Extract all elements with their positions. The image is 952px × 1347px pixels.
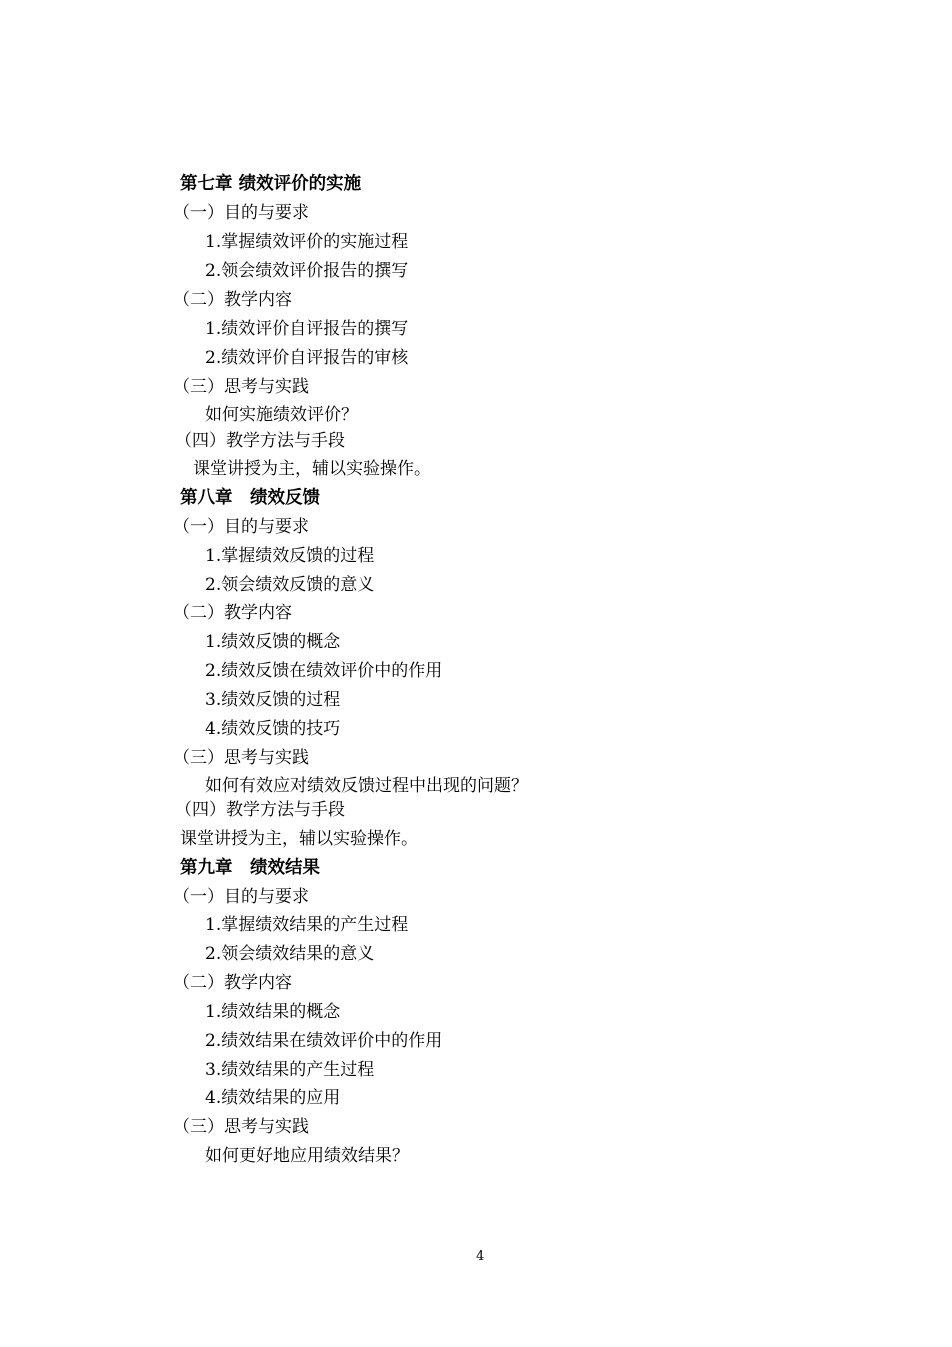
chapter9-practice-heading: （三）思考与实践 xyxy=(173,1117,309,1137)
chapter8-practice-text: 如何有效应对绩效反馈过程中出现的问题？ xyxy=(205,776,528,796)
chapter9-content-heading: （二）教学内容 xyxy=(173,973,292,993)
chapter9-content-2: 2.绩效结果在绩效评价中的作用 xyxy=(205,1031,443,1051)
chapter9-goals-heading: （一）目的与要求 xyxy=(173,887,309,907)
chapter9-title: 第九章 绩效结果 xyxy=(180,858,320,878)
chapter9-content-3: 3.绩效结果的产生过程 xyxy=(205,1060,375,1080)
chapter9-content-1: 1.绩效结果的概念 xyxy=(205,1002,341,1022)
chapter7-content-2: 2.绩效评价自评报告的审核 xyxy=(205,348,409,368)
chapter8-practice-heading: （三）思考与实践 xyxy=(173,748,309,768)
chapter8-content-1: 1.绩效反馈的概念 xyxy=(205,632,341,652)
chapter8-content-heading: （二）教学内容 xyxy=(173,603,292,623)
chapter7-goals-heading: （一）目的与要求 xyxy=(173,203,309,223)
chapter8-title: 第八章 绩效反馈 xyxy=(180,488,320,508)
chapter9-goal-1: 1.掌握绩效结果的产生过程 xyxy=(205,915,409,935)
chapter9-practice-text: 如何更好地应用绩效结果？ xyxy=(205,1146,409,1166)
chapter7-practice-text: 如何实施绩效评价？ xyxy=(205,405,358,425)
chapter7-content-1: 1.绩效评价自评报告的撰写 xyxy=(205,319,409,339)
chapter9-goal-2: 2.领会绩效结果的意义 xyxy=(205,944,375,964)
chapter7-practice-heading: （三）思考与实践 xyxy=(173,377,309,397)
chapter7-goal-2: 2.领会绩效评价报告的撰写 xyxy=(205,261,409,281)
chapter7-method-text: 课堂讲授为主，辅以实验操作。 xyxy=(193,459,431,479)
chapter9-content-4: 4.绩效结果的应用 xyxy=(205,1088,341,1108)
chapter8-content-3: 3.绩效反馈的过程 xyxy=(205,690,341,710)
chapter8-goal-2: 2.领会绩效反馈的意义 xyxy=(205,575,375,595)
chapter8-content-2: 2.绩效反馈在绩效评价中的作用 xyxy=(205,661,443,681)
page-number: 4 xyxy=(476,1249,485,1264)
chapter7-title: 第七章 绩效评价的实施 xyxy=(180,174,362,194)
chapter8-method-text: 课堂讲授为主，辅以实验操作。 xyxy=(180,829,418,849)
chapter8-method-heading: （四）教学方法与手段 xyxy=(175,800,345,820)
chapter8-goals-heading: （一）目的与要求 xyxy=(173,517,309,537)
chapter7-goal-1: 1.掌握绩效评价的实施过程 xyxy=(205,232,409,252)
chapter7-method-heading: （四）教学方法与手段 xyxy=(175,431,345,451)
chapter7-content-heading: （二）教学内容 xyxy=(173,290,292,310)
chapter8-content-4: 4.绩效反馈的技巧 xyxy=(205,719,341,739)
chapter8-goal-1: 1.掌握绩效反馈的过程 xyxy=(205,546,375,566)
